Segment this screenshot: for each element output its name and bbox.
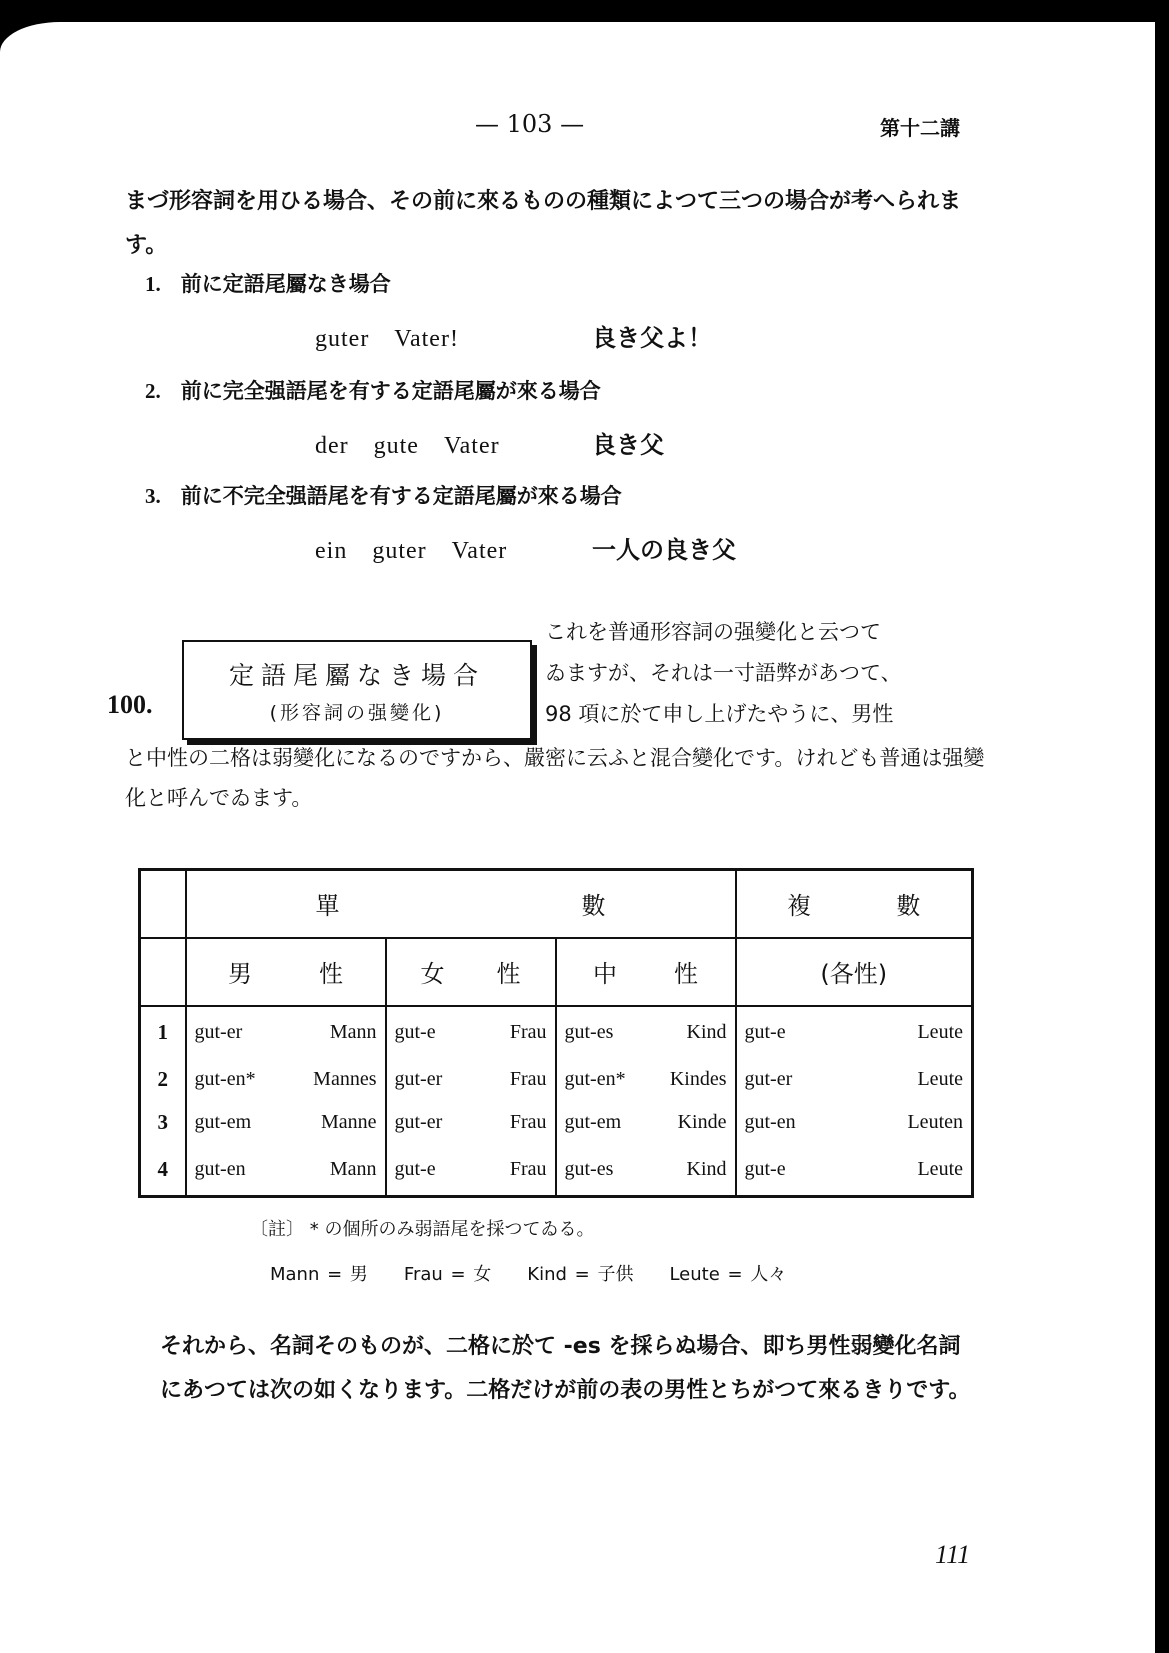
section-side-text: これを普通形容詞の强變化と云つて ゐますが、それは一寸語弊があつて、 98 項に於て申し上げたやうに、男性 — [545, 620, 902, 726]
section-number: 100. — [107, 690, 153, 719]
singular-header: 單 數 — [186, 870, 736, 938]
section-title-box — [182, 640, 532, 740]
table-row: 1 gut-er Mann gut-e Frau gut-es Kind gut-e Leute — [140, 1006, 973, 1059]
example-german: der gute Vater — [315, 433, 500, 459]
table-row: 3 gut-em Manne gut-er Frau gut-em Kinde gut-en Leuten — [140, 1101, 973, 1143]
case-heading: 3. 前に不完全强語尾を有する定語尾屬が來る場合 — [145, 484, 622, 508]
example-japanese: 良き父 — [592, 431, 664, 459]
section-title: 定語尾屬なき場合 — [228, 661, 485, 690]
intro-paragraph: まづ形容詞を用ひる場合、その前に來るものの種類によつて三つの場合が考へられます。 — [125, 189, 962, 258]
case-heading: 1. 前に定語尾屬なき場合 — [145, 272, 391, 296]
folio-number: 111 — [935, 1540, 971, 1569]
declension-table — [138, 868, 974, 1198]
section-body: と中性の二格は弱變化になるのですから、嚴密に云ふと混合變化です。けれども普通は强變化と呼んでゐます。 — [125, 746, 985, 810]
page-number: — 103 — — [475, 110, 585, 138]
feminine-header: 女 性 — [386, 938, 556, 1006]
table-row: 2 gut-en* Mannes gut-er Frau gut-en* Kindes gut-er Leute — [140, 1059, 973, 1101]
all-genders-header: (各性) — [736, 938, 973, 1006]
neuter-header: 中 性 — [556, 938, 736, 1006]
plural-header: 複 數 — [736, 870, 973, 938]
chapter-label: 第十二講 — [880, 116, 960, 140]
glossary-line: Mann = 男 Frau = 女 Kind = 子供 Leute = 人々 — [270, 1264, 787, 1285]
masculine-header: 男 性 — [186, 938, 386, 1006]
table-note: 〔註〕 * の個所のみ弱語尾を採つてゐる。 — [250, 1219, 595, 1240]
section-subtitle: (形容詞の强變化) — [269, 702, 445, 724]
example-german: ein guter Vater — [315, 538, 508, 564]
case-heading: 2. 前に完全强語尾を有する定語尾屬が來る場合 — [145, 379, 601, 403]
example-japanese: 一人の良き父 — [592, 536, 736, 564]
example-japanese: 良き父よ！ — [592, 324, 712, 352]
closing-paragraph: それから、名詞そのものが、二格に於て -es を採らぬ場合、即ち男性弱變化名詞にあつては次の如くなります。二格だけが前の表の男性とちがつて來るきりです。 — [160, 1334, 971, 1403]
example-german: guter Vater! — [315, 326, 459, 352]
table-row: 4 gut-en Mann gut-e Frau gut-es Kind gut-e Leute — [140, 1143, 973, 1196]
